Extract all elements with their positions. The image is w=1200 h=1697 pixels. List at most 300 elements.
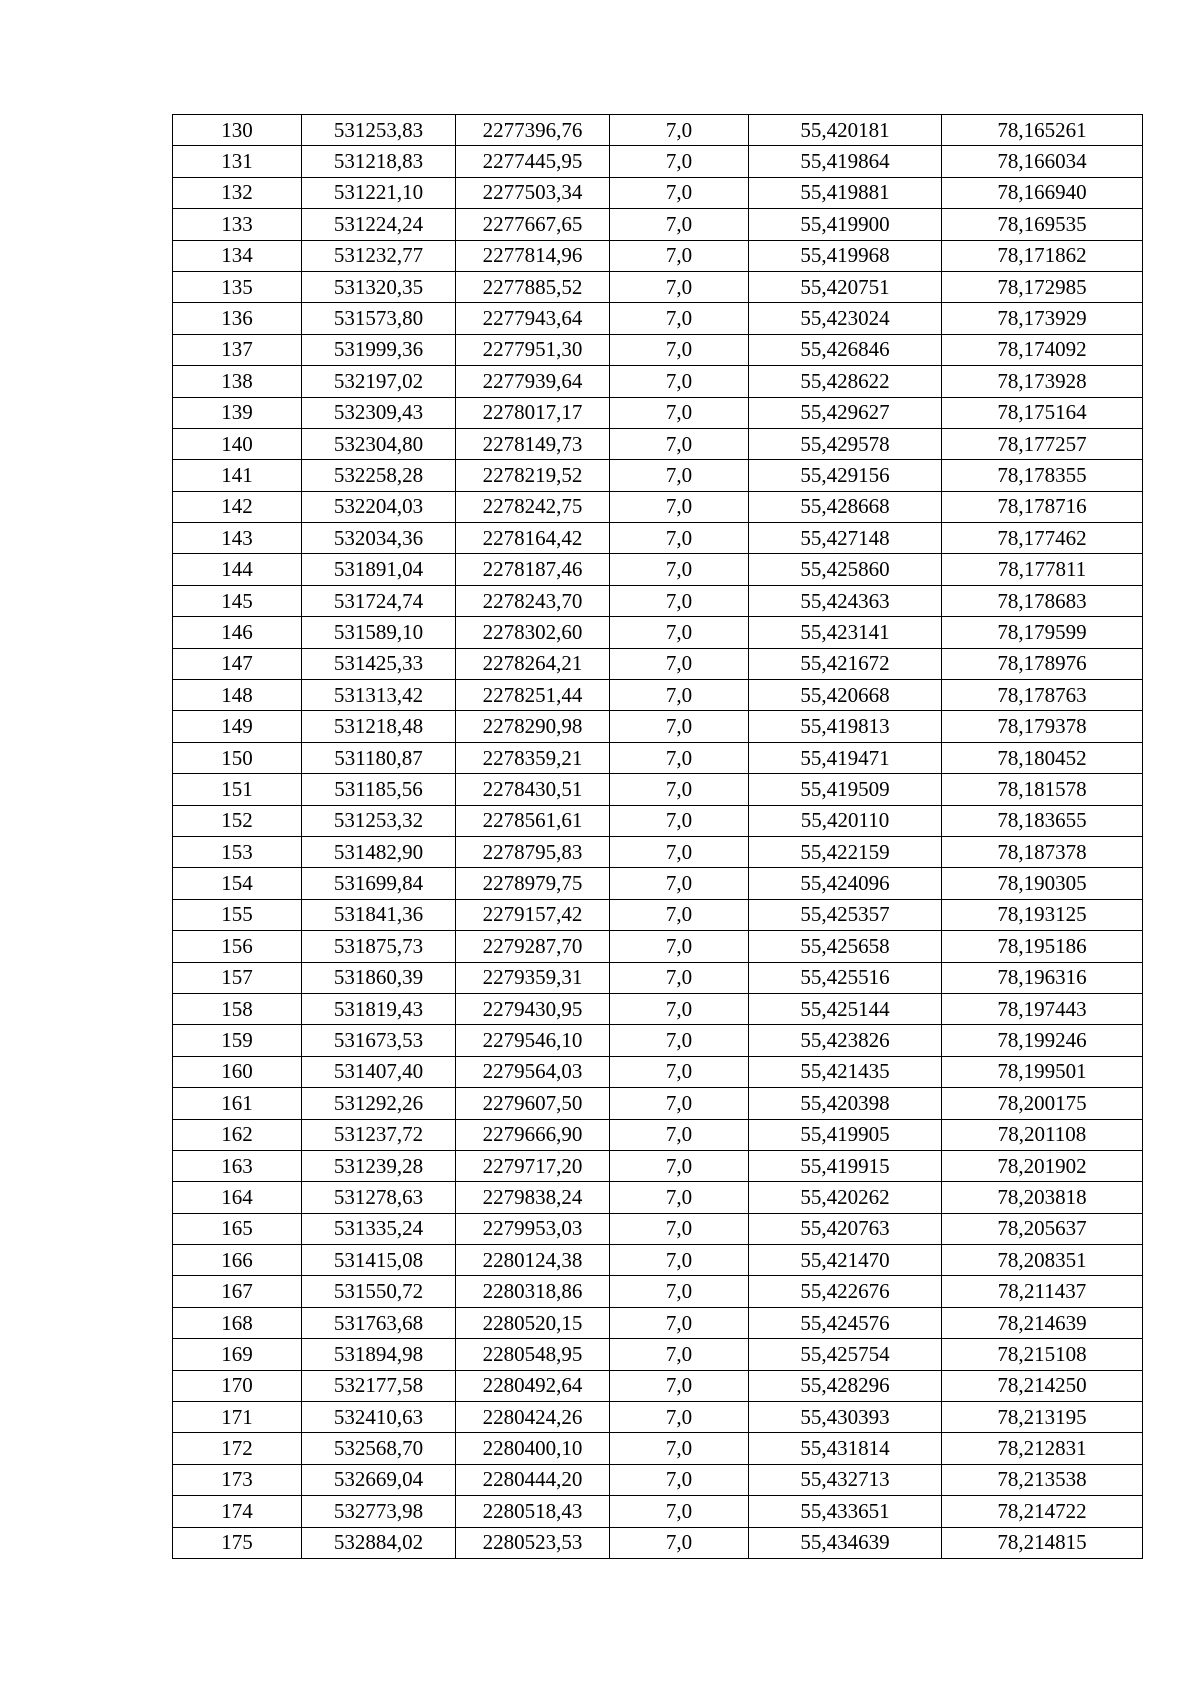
point-number-cell: 132 bbox=[173, 177, 302, 208]
y-coordinate-cell: 2279953,03 bbox=[456, 1213, 610, 1244]
x-coordinate-cell: 531221,10 bbox=[302, 177, 456, 208]
longitude-cell: 78,174092 bbox=[942, 334, 1143, 365]
table-row bbox=[173, 805, 1143, 836]
longitude-cell: 78,171862 bbox=[942, 240, 1143, 271]
table-row bbox=[173, 397, 1143, 428]
longitude-cell: 78,166940 bbox=[942, 177, 1143, 208]
latitude-cell: 55,421672 bbox=[749, 648, 942, 679]
point-number-cell: 169 bbox=[173, 1339, 302, 1370]
y-coordinate-cell: 2278187,46 bbox=[456, 554, 610, 585]
latitude-cell: 55,431814 bbox=[749, 1433, 942, 1464]
x-coordinate-cell: 531415,08 bbox=[302, 1245, 456, 1276]
longitude-cell: 78,199501 bbox=[942, 1056, 1143, 1087]
x-coordinate-cell: 531313,42 bbox=[302, 680, 456, 711]
x-coordinate-cell: 531180,87 bbox=[302, 742, 456, 773]
point-number-cell: 144 bbox=[173, 554, 302, 585]
table-row bbox=[173, 491, 1143, 522]
latitude-cell: 55,424363 bbox=[749, 585, 942, 616]
y-coordinate-cell: 2279838,24 bbox=[456, 1182, 610, 1213]
accuracy-cell: 7,0 bbox=[610, 177, 749, 208]
longitude-cell: 78,199246 bbox=[942, 1025, 1143, 1056]
x-coordinate-cell: 531239,28 bbox=[302, 1150, 456, 1181]
longitude-cell: 78,177462 bbox=[942, 523, 1143, 554]
accuracy-cell: 7,0 bbox=[610, 711, 749, 742]
x-coordinate-cell: 531894,98 bbox=[302, 1339, 456, 1370]
latitude-cell: 55,420751 bbox=[749, 271, 942, 302]
point-number-cell: 163 bbox=[173, 1150, 302, 1181]
point-number-cell: 174 bbox=[173, 1496, 302, 1527]
latitude-cell: 55,429627 bbox=[749, 397, 942, 428]
y-coordinate-cell: 2279546,10 bbox=[456, 1025, 610, 1056]
latitude-cell: 55,430393 bbox=[749, 1402, 942, 1433]
longitude-cell: 78,205637 bbox=[942, 1213, 1143, 1244]
table-row bbox=[173, 240, 1143, 271]
longitude-cell: 78,190305 bbox=[942, 868, 1143, 899]
y-coordinate-cell: 2277943,64 bbox=[456, 303, 610, 334]
table-row bbox=[173, 428, 1143, 459]
accuracy-cell: 7,0 bbox=[610, 428, 749, 459]
table-row bbox=[173, 1056, 1143, 1087]
x-coordinate-cell: 531237,72 bbox=[302, 1119, 456, 1150]
x-coordinate-cell: 532309,43 bbox=[302, 397, 456, 428]
point-number-cell: 141 bbox=[173, 460, 302, 491]
table-row bbox=[173, 1370, 1143, 1401]
y-coordinate-cell: 2280548,95 bbox=[456, 1339, 610, 1370]
longitude-cell: 78,197443 bbox=[942, 993, 1143, 1024]
longitude-cell: 78,195186 bbox=[942, 931, 1143, 962]
accuracy-cell: 7,0 bbox=[610, 868, 749, 899]
latitude-cell: 55,420398 bbox=[749, 1088, 942, 1119]
accuracy-cell: 7,0 bbox=[610, 334, 749, 365]
x-coordinate-cell: 531292,26 bbox=[302, 1088, 456, 1119]
y-coordinate-cell: 2278302,60 bbox=[456, 617, 610, 648]
point-number-cell: 149 bbox=[173, 711, 302, 742]
x-coordinate-cell: 532773,98 bbox=[302, 1496, 456, 1527]
point-number-cell: 153 bbox=[173, 836, 302, 867]
point-number-cell: 152 bbox=[173, 805, 302, 836]
table-row bbox=[173, 899, 1143, 930]
latitude-cell: 55,425754 bbox=[749, 1339, 942, 1370]
y-coordinate-cell: 2278264,21 bbox=[456, 648, 610, 679]
table-row bbox=[173, 585, 1143, 616]
longitude-cell: 78,201108 bbox=[942, 1119, 1143, 1150]
point-number-cell: 154 bbox=[173, 868, 302, 899]
latitude-cell: 55,419881 bbox=[749, 177, 942, 208]
latitude-cell: 55,425516 bbox=[749, 962, 942, 993]
x-coordinate-cell: 532669,04 bbox=[302, 1464, 456, 1495]
accuracy-cell: 7,0 bbox=[610, 271, 749, 302]
table-row bbox=[173, 742, 1143, 773]
point-number-cell: 175 bbox=[173, 1527, 302, 1558]
point-number-cell: 150 bbox=[173, 742, 302, 773]
y-coordinate-cell: 2280520,15 bbox=[456, 1307, 610, 1338]
accuracy-cell: 7,0 bbox=[610, 1527, 749, 1558]
latitude-cell: 55,420668 bbox=[749, 680, 942, 711]
x-coordinate-cell: 532410,63 bbox=[302, 1402, 456, 1433]
accuracy-cell: 7,0 bbox=[610, 1496, 749, 1527]
longitude-cell: 78,178763 bbox=[942, 680, 1143, 711]
table-row bbox=[173, 931, 1143, 962]
x-coordinate-cell: 531999,36 bbox=[302, 334, 456, 365]
y-coordinate-cell: 2278430,51 bbox=[456, 774, 610, 805]
y-coordinate-cell: 2278251,44 bbox=[456, 680, 610, 711]
point-number-cell: 166 bbox=[173, 1245, 302, 1276]
x-coordinate-cell: 531218,83 bbox=[302, 146, 456, 177]
longitude-cell: 78,178683 bbox=[942, 585, 1143, 616]
table-row bbox=[173, 836, 1143, 867]
longitude-cell: 78,212831 bbox=[942, 1433, 1143, 1464]
x-coordinate-cell: 531335,24 bbox=[302, 1213, 456, 1244]
y-coordinate-cell: 2280124,38 bbox=[456, 1245, 610, 1276]
x-coordinate-cell: 531724,74 bbox=[302, 585, 456, 616]
x-coordinate-cell: 531185,56 bbox=[302, 774, 456, 805]
point-number-cell: 145 bbox=[173, 585, 302, 616]
table-row bbox=[173, 1245, 1143, 1276]
y-coordinate-cell: 2279359,31 bbox=[456, 962, 610, 993]
table-row bbox=[173, 366, 1143, 397]
accuracy-cell: 7,0 bbox=[610, 554, 749, 585]
y-coordinate-cell: 2277503,34 bbox=[456, 177, 610, 208]
y-coordinate-cell: 2278359,21 bbox=[456, 742, 610, 773]
point-number-cell: 156 bbox=[173, 931, 302, 962]
table-row bbox=[173, 1119, 1143, 1150]
latitude-cell: 55,422159 bbox=[749, 836, 942, 867]
table-row bbox=[173, 711, 1143, 742]
accuracy-cell: 7,0 bbox=[610, 680, 749, 711]
point-number-cell: 137 bbox=[173, 334, 302, 365]
latitude-cell: 55,419509 bbox=[749, 774, 942, 805]
latitude-cell: 55,429156 bbox=[749, 460, 942, 491]
table-row bbox=[173, 617, 1143, 648]
y-coordinate-cell: 2278149,73 bbox=[456, 428, 610, 459]
longitude-cell: 78,213538 bbox=[942, 1464, 1143, 1495]
point-number-cell: 130 bbox=[173, 115, 302, 146]
accuracy-cell: 7,0 bbox=[610, 240, 749, 271]
y-coordinate-cell: 2280518,43 bbox=[456, 1496, 610, 1527]
table-row bbox=[173, 271, 1143, 302]
longitude-cell: 78,183655 bbox=[942, 805, 1143, 836]
accuracy-cell: 7,0 bbox=[610, 366, 749, 397]
table-row bbox=[173, 1496, 1143, 1527]
y-coordinate-cell: 2277939,64 bbox=[456, 366, 610, 397]
latitude-cell: 55,428296 bbox=[749, 1370, 942, 1401]
y-coordinate-cell: 2279564,03 bbox=[456, 1056, 610, 1087]
y-coordinate-cell: 2279430,95 bbox=[456, 993, 610, 1024]
latitude-cell: 55,419813 bbox=[749, 711, 942, 742]
accuracy-cell: 7,0 bbox=[610, 899, 749, 930]
longitude-cell: 78,213195 bbox=[942, 1402, 1143, 1433]
accuracy-cell: 7,0 bbox=[610, 146, 749, 177]
y-coordinate-cell: 2278164,42 bbox=[456, 523, 610, 554]
latitude-cell: 55,425144 bbox=[749, 993, 942, 1024]
x-coordinate-cell: 531320,35 bbox=[302, 271, 456, 302]
point-number-cell: 173 bbox=[173, 1464, 302, 1495]
table-row bbox=[173, 523, 1143, 554]
latitude-cell: 55,422676 bbox=[749, 1276, 942, 1307]
longitude-cell: 78,208351 bbox=[942, 1245, 1143, 1276]
latitude-cell: 55,421470 bbox=[749, 1245, 942, 1276]
point-number-cell: 143 bbox=[173, 523, 302, 554]
accuracy-cell: 7,0 bbox=[610, 1245, 749, 1276]
table-row bbox=[173, 1402, 1143, 1433]
x-coordinate-cell: 532568,70 bbox=[302, 1433, 456, 1464]
latitude-cell: 55,423141 bbox=[749, 617, 942, 648]
accuracy-cell: 7,0 bbox=[610, 115, 749, 146]
accuracy-cell: 7,0 bbox=[610, 523, 749, 554]
table-row bbox=[173, 334, 1143, 365]
accuracy-cell: 7,0 bbox=[610, 1056, 749, 1087]
point-number-cell: 165 bbox=[173, 1213, 302, 1244]
latitude-cell: 55,420181 bbox=[749, 115, 942, 146]
x-coordinate-cell: 531875,73 bbox=[302, 931, 456, 962]
point-number-cell: 172 bbox=[173, 1433, 302, 1464]
x-coordinate-cell: 531425,33 bbox=[302, 648, 456, 679]
y-coordinate-cell: 2280318,86 bbox=[456, 1276, 610, 1307]
y-coordinate-cell: 2278017,17 bbox=[456, 397, 610, 428]
point-number-cell: 167 bbox=[173, 1276, 302, 1307]
accuracy-cell: 7,0 bbox=[610, 1276, 749, 1307]
accuracy-cell: 7,0 bbox=[610, 1307, 749, 1338]
point-number-cell: 133 bbox=[173, 209, 302, 240]
longitude-cell: 78,196316 bbox=[942, 962, 1143, 993]
latitude-cell: 55,419864 bbox=[749, 146, 942, 177]
x-coordinate-cell: 531763,68 bbox=[302, 1307, 456, 1338]
table-row bbox=[173, 1527, 1143, 1558]
x-coordinate-cell: 532197,02 bbox=[302, 366, 456, 397]
latitude-cell: 55,425357 bbox=[749, 899, 942, 930]
y-coordinate-cell: 2280400,10 bbox=[456, 1433, 610, 1464]
table-row bbox=[173, 1213, 1143, 1244]
point-number-cell: 140 bbox=[173, 428, 302, 459]
latitude-cell: 55,425860 bbox=[749, 554, 942, 585]
accuracy-cell: 7,0 bbox=[610, 1088, 749, 1119]
y-coordinate-cell: 2278219,52 bbox=[456, 460, 610, 491]
accuracy-cell: 7,0 bbox=[610, 491, 749, 522]
accuracy-cell: 7,0 bbox=[610, 836, 749, 867]
x-coordinate-cell: 532258,28 bbox=[302, 460, 456, 491]
latitude-cell: 55,424576 bbox=[749, 1307, 942, 1338]
point-number-cell: 146 bbox=[173, 617, 302, 648]
longitude-cell: 78,187378 bbox=[942, 836, 1143, 867]
table-row bbox=[173, 993, 1143, 1024]
y-coordinate-cell: 2278242,75 bbox=[456, 491, 610, 522]
table-row bbox=[173, 1307, 1143, 1338]
longitude-cell: 78,172985 bbox=[942, 271, 1143, 302]
coordinates-table-body bbox=[173, 115, 1143, 1559]
point-number-cell: 155 bbox=[173, 899, 302, 930]
accuracy-cell: 7,0 bbox=[610, 460, 749, 491]
y-coordinate-cell: 2277951,30 bbox=[456, 334, 610, 365]
y-coordinate-cell: 2279157,42 bbox=[456, 899, 610, 930]
accuracy-cell: 7,0 bbox=[610, 397, 749, 428]
y-coordinate-cell: 2277814,96 bbox=[456, 240, 610, 271]
longitude-cell: 78,177811 bbox=[942, 554, 1143, 585]
latitude-cell: 55,421435 bbox=[749, 1056, 942, 1087]
point-number-cell: 138 bbox=[173, 366, 302, 397]
table-row bbox=[173, 774, 1143, 805]
y-coordinate-cell: 2278561,61 bbox=[456, 805, 610, 836]
x-coordinate-cell: 531573,80 bbox=[302, 303, 456, 334]
x-coordinate-cell: 531278,63 bbox=[302, 1182, 456, 1213]
latitude-cell: 55,428668 bbox=[749, 491, 942, 522]
y-coordinate-cell: 2279607,50 bbox=[456, 1088, 610, 1119]
table-row bbox=[173, 146, 1143, 177]
longitude-cell: 78,211437 bbox=[942, 1276, 1143, 1307]
x-coordinate-cell: 532884,02 bbox=[302, 1527, 456, 1558]
x-coordinate-cell: 531673,53 bbox=[302, 1025, 456, 1056]
latitude-cell: 55,420110 bbox=[749, 805, 942, 836]
longitude-cell: 78,180452 bbox=[942, 742, 1143, 773]
point-number-cell: 134 bbox=[173, 240, 302, 271]
table-row bbox=[173, 460, 1143, 491]
x-coordinate-cell: 531699,84 bbox=[302, 868, 456, 899]
y-coordinate-cell: 2280444,20 bbox=[456, 1464, 610, 1495]
y-coordinate-cell: 2277396,76 bbox=[456, 115, 610, 146]
table-row bbox=[173, 868, 1143, 899]
x-coordinate-cell: 531589,10 bbox=[302, 617, 456, 648]
latitude-cell: 55,419905 bbox=[749, 1119, 942, 1150]
accuracy-cell: 7,0 bbox=[610, 303, 749, 334]
point-number-cell: 160 bbox=[173, 1056, 302, 1087]
x-coordinate-cell: 531224,24 bbox=[302, 209, 456, 240]
x-coordinate-cell: 532177,58 bbox=[302, 1370, 456, 1401]
point-number-cell: 158 bbox=[173, 993, 302, 1024]
y-coordinate-cell: 2279666,90 bbox=[456, 1119, 610, 1150]
accuracy-cell: 7,0 bbox=[610, 1213, 749, 1244]
y-coordinate-cell: 2277667,65 bbox=[456, 209, 610, 240]
accuracy-cell: 7,0 bbox=[610, 1433, 749, 1464]
latitude-cell: 55,425658 bbox=[749, 931, 942, 962]
point-number-cell: 131 bbox=[173, 146, 302, 177]
y-coordinate-cell: 2278243,70 bbox=[456, 585, 610, 616]
point-number-cell: 164 bbox=[173, 1182, 302, 1213]
x-coordinate-cell: 531253,83 bbox=[302, 115, 456, 146]
x-coordinate-cell: 531841,36 bbox=[302, 899, 456, 930]
latitude-cell: 55,420763 bbox=[749, 1213, 942, 1244]
x-coordinate-cell: 532304,80 bbox=[302, 428, 456, 459]
latitude-cell: 55,419900 bbox=[749, 209, 942, 240]
table-row bbox=[173, 1088, 1143, 1119]
longitude-cell: 78,173929 bbox=[942, 303, 1143, 334]
longitude-cell: 78,177257 bbox=[942, 428, 1143, 459]
y-coordinate-cell: 2277885,52 bbox=[456, 271, 610, 302]
longitude-cell: 78,193125 bbox=[942, 899, 1143, 930]
point-number-cell: 157 bbox=[173, 962, 302, 993]
latitude-cell: 55,427148 bbox=[749, 523, 942, 554]
longitude-cell: 78,181578 bbox=[942, 774, 1143, 805]
table-row bbox=[173, 1150, 1143, 1181]
longitude-cell: 78,169535 bbox=[942, 209, 1143, 240]
point-number-cell: 159 bbox=[173, 1025, 302, 1056]
accuracy-cell: 7,0 bbox=[610, 962, 749, 993]
y-coordinate-cell: 2279717,20 bbox=[456, 1150, 610, 1181]
accuracy-cell: 7,0 bbox=[610, 774, 749, 805]
table-row bbox=[173, 1276, 1143, 1307]
x-coordinate-cell: 531218,48 bbox=[302, 711, 456, 742]
coordinates-table bbox=[172, 114, 1143, 1559]
longitude-cell: 78,201902 bbox=[942, 1150, 1143, 1181]
table-row bbox=[173, 648, 1143, 679]
x-coordinate-cell: 531891,04 bbox=[302, 554, 456, 585]
table-row bbox=[173, 962, 1143, 993]
longitude-cell: 78,214722 bbox=[942, 1496, 1143, 1527]
table-row bbox=[173, 680, 1143, 711]
accuracy-cell: 7,0 bbox=[610, 648, 749, 679]
accuracy-cell: 7,0 bbox=[610, 993, 749, 1024]
latitude-cell: 55,419915 bbox=[749, 1150, 942, 1181]
longitude-cell: 78,214639 bbox=[942, 1307, 1143, 1338]
longitude-cell: 78,173928 bbox=[942, 366, 1143, 397]
longitude-cell: 78,166034 bbox=[942, 146, 1143, 177]
longitude-cell: 78,178355 bbox=[942, 460, 1143, 491]
longitude-cell: 78,179378 bbox=[942, 711, 1143, 742]
table-row bbox=[173, 303, 1143, 334]
longitude-cell: 78,165261 bbox=[942, 115, 1143, 146]
y-coordinate-cell: 2278979,75 bbox=[456, 868, 610, 899]
longitude-cell: 78,200175 bbox=[942, 1088, 1143, 1119]
table-row bbox=[173, 209, 1143, 240]
longitude-cell: 78,178976 bbox=[942, 648, 1143, 679]
y-coordinate-cell: 2279287,70 bbox=[456, 931, 610, 962]
point-number-cell: 135 bbox=[173, 271, 302, 302]
point-number-cell: 168 bbox=[173, 1307, 302, 1338]
point-number-cell: 151 bbox=[173, 774, 302, 805]
y-coordinate-cell: 2280492,64 bbox=[456, 1370, 610, 1401]
point-number-cell: 171 bbox=[173, 1402, 302, 1433]
table-row bbox=[173, 1433, 1143, 1464]
longitude-cell: 78,175164 bbox=[942, 397, 1143, 428]
x-coordinate-cell: 531407,40 bbox=[302, 1056, 456, 1087]
x-coordinate-cell: 531232,77 bbox=[302, 240, 456, 271]
accuracy-cell: 7,0 bbox=[610, 1370, 749, 1401]
x-coordinate-cell: 532204,03 bbox=[302, 491, 456, 522]
accuracy-cell: 7,0 bbox=[610, 1119, 749, 1150]
point-number-cell: 170 bbox=[173, 1370, 302, 1401]
latitude-cell: 55,428622 bbox=[749, 366, 942, 397]
accuracy-cell: 7,0 bbox=[610, 1150, 749, 1181]
x-coordinate-cell: 531253,32 bbox=[302, 805, 456, 836]
accuracy-cell: 7,0 bbox=[610, 742, 749, 773]
table-row bbox=[173, 1464, 1143, 1495]
accuracy-cell: 7,0 bbox=[610, 209, 749, 240]
latitude-cell: 55,419471 bbox=[749, 742, 942, 773]
table-row bbox=[173, 1025, 1143, 1056]
accuracy-cell: 7,0 bbox=[610, 1402, 749, 1433]
x-coordinate-cell: 531819,43 bbox=[302, 993, 456, 1024]
y-coordinate-cell: 2278795,83 bbox=[456, 836, 610, 867]
point-number-cell: 139 bbox=[173, 397, 302, 428]
table-row bbox=[173, 115, 1143, 146]
accuracy-cell: 7,0 bbox=[610, 1339, 749, 1370]
table-row bbox=[173, 1339, 1143, 1370]
accuracy-cell: 7,0 bbox=[610, 931, 749, 962]
latitude-cell: 55,434639 bbox=[749, 1527, 942, 1558]
table-row bbox=[173, 554, 1143, 585]
y-coordinate-cell: 2278290,98 bbox=[456, 711, 610, 742]
point-number-cell: 162 bbox=[173, 1119, 302, 1150]
accuracy-cell: 7,0 bbox=[610, 1025, 749, 1056]
latitude-cell: 55,429578 bbox=[749, 428, 942, 459]
latitude-cell: 55,424096 bbox=[749, 868, 942, 899]
accuracy-cell: 7,0 bbox=[610, 1464, 749, 1495]
accuracy-cell: 7,0 bbox=[610, 585, 749, 616]
latitude-cell: 55,420262 bbox=[749, 1182, 942, 1213]
accuracy-cell: 7,0 bbox=[610, 805, 749, 836]
point-number-cell: 148 bbox=[173, 680, 302, 711]
longitude-cell: 78,179599 bbox=[942, 617, 1143, 648]
x-coordinate-cell: 531482,90 bbox=[302, 836, 456, 867]
longitude-cell: 78,178716 bbox=[942, 491, 1143, 522]
